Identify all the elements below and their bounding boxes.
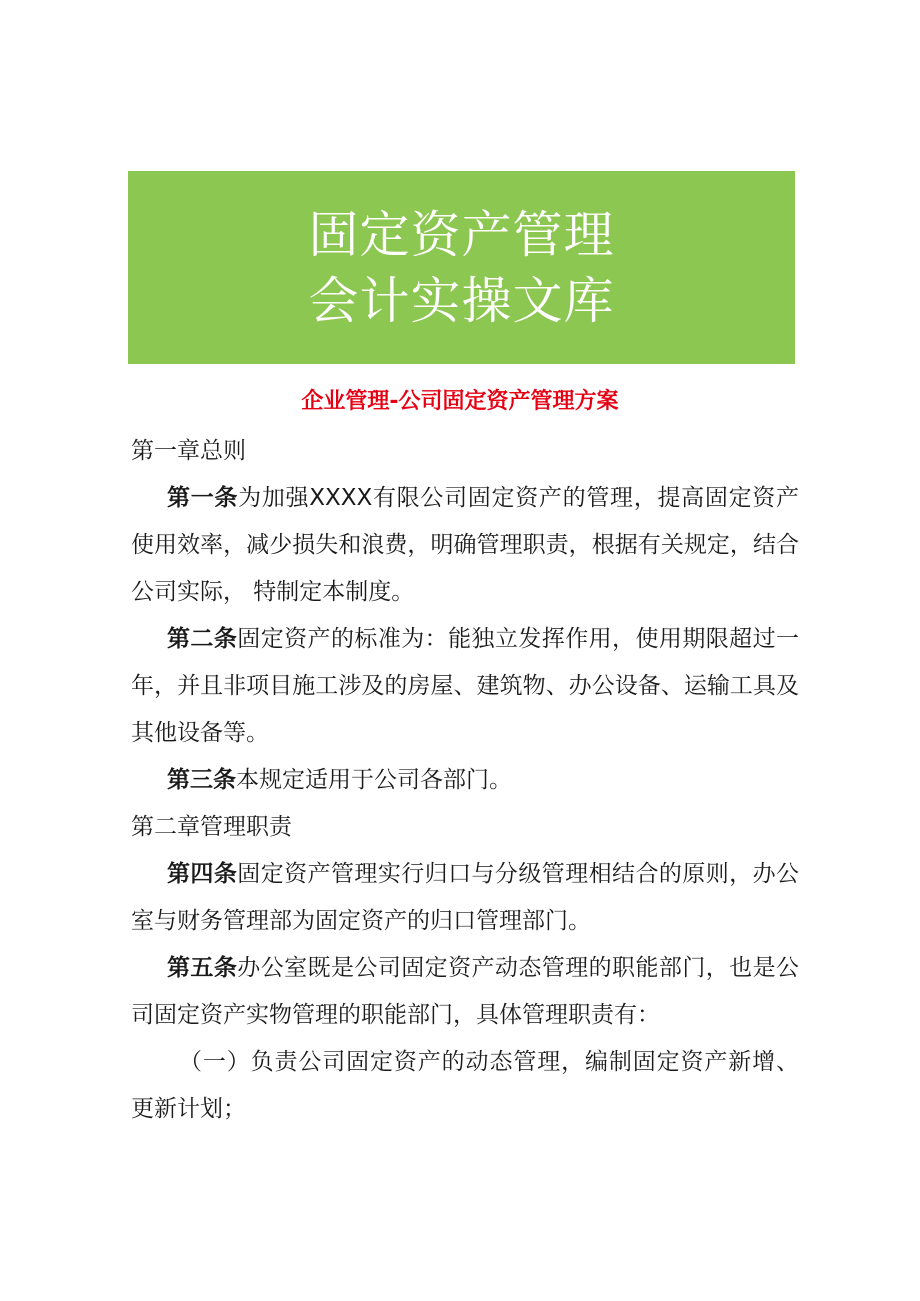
article-3: [131, 757, 799, 804]
document-body: [131, 428, 799, 1133]
article-2-label: 第二条: [167, 626, 238, 652]
article-4: [131, 851, 799, 945]
chapter-heading-1: 第一章总则: [131, 438, 246, 464]
title-banner: [128, 171, 795, 364]
article-2: [131, 616, 799, 757]
article-5-label: 第五条: [167, 955, 238, 981]
article-3-label: 第三条: [167, 767, 236, 793]
chapter-heading-2: 第二章管理职责: [131, 814, 292, 840]
article-2-text: 固定资产的标准为：能独立发挥作用，使用期限超过一年，并且非项目施工涉及的房屋、建筑物、办公设备、运输工具及其他设备等。: [131, 626, 800, 746]
banner-title-line-1: 固定资产管理: [308, 205, 615, 264]
article-5: [131, 945, 799, 1039]
article-4-label: 第四条: [167, 861, 238, 887]
article-1-text: 为加强XXXX有限公司固定资产的管理，提高固定资产使用效率，减少损失和浪费，明确管理职责，根据有关规定，结合公司实际， 特制定本制度。: [131, 485, 799, 605]
article-3-text: 本规定适用于公司各部门。: [236, 767, 512, 793]
list-item-1: （一）负责公司固定资产的动态管理，编制固定资产新增、更新计划；: [131, 1049, 799, 1122]
document-title: 企业管理-公司固定资产管理方案: [301, 389, 619, 414]
article-5-text: 办公室既是公司固定资产动态管理的职能部门，也是公司固定资产实物管理的职能部门，具体管理职责有：: [131, 955, 800, 1028]
banner-title-line-2: 会计实操文库: [308, 271, 615, 330]
article-1: [131, 475, 799, 616]
article-4-text: 固定资产管理实行归口与分级管理相结合的原则，办公室与财务管理部为固定资产的归口管理部门。: [131, 861, 800, 934]
article-1-label: 第一条: [167, 485, 239, 511]
